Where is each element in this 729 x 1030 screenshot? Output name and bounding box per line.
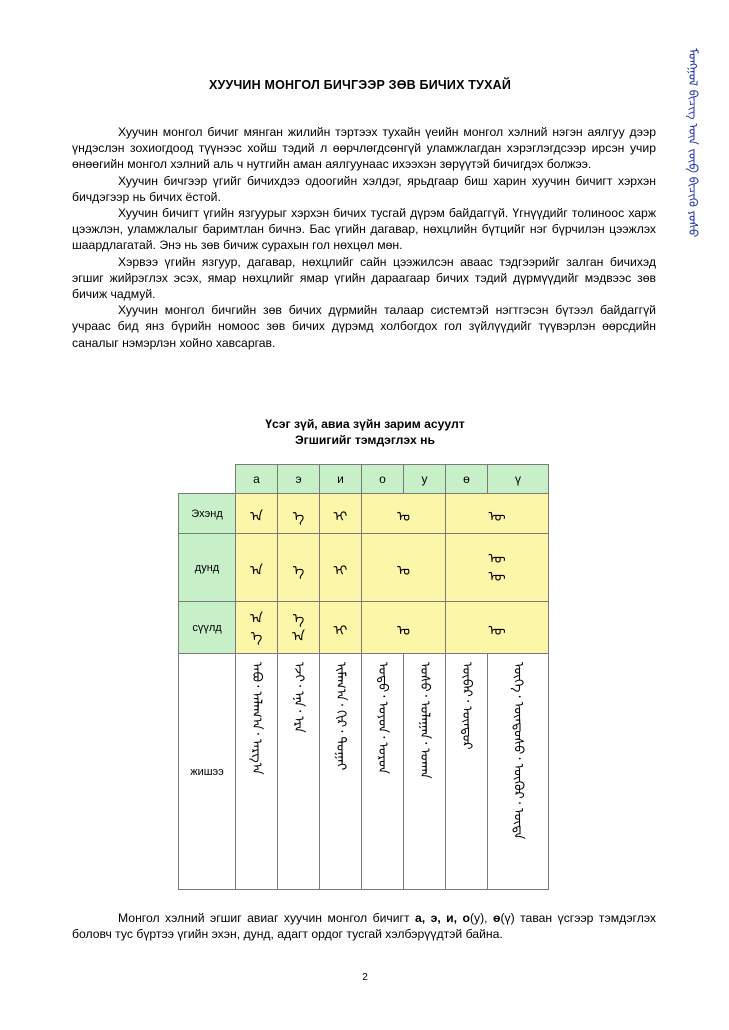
final-oe-ue: ᠦ — [446, 602, 549, 654]
row-label-examples: жишээ — [179, 654, 236, 890]
vowel-header-a: а — [236, 465, 278, 494]
body-text — [72, 124, 656, 351]
vertical-mongolian-header: ᠮᠣᠩᠭᠣᠯ ᠪᠢᠴᠢᠭ ᠦᠨ ᠵᠥᠪ ᠪᠢᠴᠢᠬᠦ ᠶᠣᠰᠣ — [686, 48, 700, 238]
final-a-form-2: ᠡ — [250, 628, 263, 645]
closing-paragraph — [72, 910, 656, 942]
medial-oe-ue-forms — [488, 550, 505, 586]
example-ue-text: ᠦᠭᠡ᠂ ᠦᠨᠳᠦᠰᠦ᠂ ᠦᠬᠦᠷ᠂ ᠦᠳᠡ — [510, 662, 526, 840]
example-a — [236, 654, 278, 890]
medial-o-u: ᠣ — [362, 534, 446, 602]
final-e — [278, 602, 320, 654]
medial-oe-form-1: ᠥ — [488, 550, 506, 567]
vowel-header-u: у — [404, 465, 446, 494]
row-label-initial: Эхэнд — [179, 494, 236, 534]
closing-paragraph-text — [72, 910, 656, 942]
medial-e: ᠡ — [278, 534, 320, 602]
section-subtitle: Эгшигийг тэмдэглэх нь — [294, 433, 436, 447]
final-e-form-1: ᠡ — [292, 610, 305, 627]
row-label-final: сүүлд — [179, 602, 236, 654]
medial-oe-ue — [446, 534, 549, 602]
section-title: Үсэг зүй, авиа зүйн зарим асуулт — [265, 417, 465, 431]
example-i — [320, 654, 362, 890]
example-o-text: ᠣᠳᠣ᠂ ᠣᠶᠣᠨ᠂ ᠣᠷᠣᠨ — [375, 662, 390, 774]
final-e-form-2: ᠠ — [291, 628, 305, 645]
final-e-forms — [292, 610, 305, 646]
paragraph-5: Хуучин монгол бичгийн зөв бичих дүрмийн талаар системтэй нэгтгэсэн бүтээл байдаггүй учраас бид янз бүрийн номоос зөв бичих дүрэмд холбогдох гол зүйлүүдийг түүвэрлэн өөрсдийн саналыг нэмэрлэн хойно хавсаргав. — [72, 303, 656, 350]
medial-a: ᠠ — [236, 534, 278, 602]
example-o — [362, 654, 404, 890]
initial-i: ᠢ — [320, 494, 362, 534]
table-corner — [179, 465, 236, 494]
vowel-header-e: э — [278, 465, 320, 494]
example-u — [404, 654, 446, 890]
closing-o-paren: (у), — [469, 911, 493, 925]
final-a-forms — [250, 610, 263, 646]
vowel-table — [178, 464, 549, 890]
example-e — [278, 654, 320, 890]
paragraph-1: Хуучин монгол бичиг мянган жилийн тэртээх тухайн үеийн монгол хэлний нэгэн аялгуу дээр үндэслэн зохиогдоод түүнээс хойш тэдий л өөрчлөгдсөнгүй уламжлагдан хэрэглэгдсээр ирсэн учир өнөөгийн монгол хэлний аль ч нутгийн аман аялгуунаас ихээхэн зөрүүтэй бичигдэх болжээ. — [72, 125, 656, 172]
vowel-header-oe: ө — [446, 465, 488, 494]
example-e-text: ᠡᠵᠢ᠂ ᠡᠨᠡ᠂ ᠡᠷᠡ — [291, 662, 306, 733]
final-o-u: ᠣ — [362, 602, 446, 654]
initial-e: ᠡ — [278, 494, 320, 534]
paragraph-4: Хэрвээ үгийн язгуур, дагавар, нөхцлийг сайн цээжилсэн аваас тэдгээрийг залган бичихэд эгшиг жийрэглэх эсэх, ямар нөхцлийг ямар үгийн дараагаар бичих тэдий дүрмүүдийг мэдвээс зөв бичиж чадмуй. — [72, 254, 656, 302]
final-a-form-1: ᠠ — [249, 610, 263, 627]
example-ue — [488, 654, 549, 890]
final-i: ᠢ — [320, 602, 362, 654]
initial-o-u: ᠣ — [362, 494, 446, 534]
vowel-header-o: о — [362, 465, 404, 494]
initial-a: ᠠ — [236, 494, 278, 534]
closing-text-start: Монгол хэлний эгшиг авиаг хуучин монгол бичигт — [118, 911, 415, 925]
example-u-text: ᠤᠰᠤ᠂ ᠤᠯᠠᠭᠠᠨ᠂ ᠤᠬᠠᠨ — [417, 662, 432, 779]
vowel-header-ue: ү — [488, 465, 549, 494]
closing-bold-vowels: а, э, и, о — [415, 911, 470, 925]
initial-oe-ue: ᠥ — [446, 494, 549, 534]
closing-u-paren: (ү) — [500, 911, 515, 925]
closing-bold-oe: ө — [492, 911, 501, 925]
example-i-text: ᠢᠮᠠᠭ᠎ᠠ᠂ ᠬᠢᠷ᠂ ᠲᠣᠭᠠᠢ — [333, 662, 348, 771]
paragraph-2: Хуучин бичгээр үгийг бичихдээ одоогийн хэлдэг, ярьдгаар биш харин хуучин бичигт хэрхэн бичдэгээр нь бичих ёстой. — [72, 173, 656, 204]
medial-oe-form-2: ᠦ — [488, 568, 506, 585]
page-number: 2 — [362, 972, 368, 983]
closing-text-end: таван үсгээр тэмдэглэх боловч тус бүртээ үгийн эхэн, дунд, адагт ордог тусгай хэлбэрүүдтэй байна. — [72, 911, 657, 942]
final-a — [236, 602, 278, 654]
page-title: ХУУЧИН МОНГОЛ БИЧГЭЭР ЗӨВ БИЧИХ ТУХАЙ — [208, 78, 512, 92]
row-label-medial: дунд — [179, 534, 236, 602]
medial-i: ᠢ — [320, 534, 362, 602]
vowel-header-i: и — [320, 465, 362, 494]
example-oe — [446, 654, 488, 890]
example-a-text: ᠠᠪᠤ᠂ ᠠᠯᠠᠭ᠎ᠠ᠂ ᠠᠷᠭ᠎ᠠ — [249, 662, 264, 775]
paragraph-3: Хуучин бичигт үгийн язгуурыг хэрхэн бичих тусгай дүрэм байдаггүй. Үгнүүдийг толиноос харж цээжлэн, уламжлалыг баримтлан бичнэ. Бас үгийн дагавар, нөхцлийн бүтцийг нэг бүрчилэн цээжлэх шаардлагатай. Энэ нь зөв бичиж сурахын гол нөхцөл мөн. — [72, 206, 656, 253]
example-oe-text: ᠥᠪᠡᠷ᠂ ᠥᠨᠳᠥᠷ — [459, 662, 474, 750]
